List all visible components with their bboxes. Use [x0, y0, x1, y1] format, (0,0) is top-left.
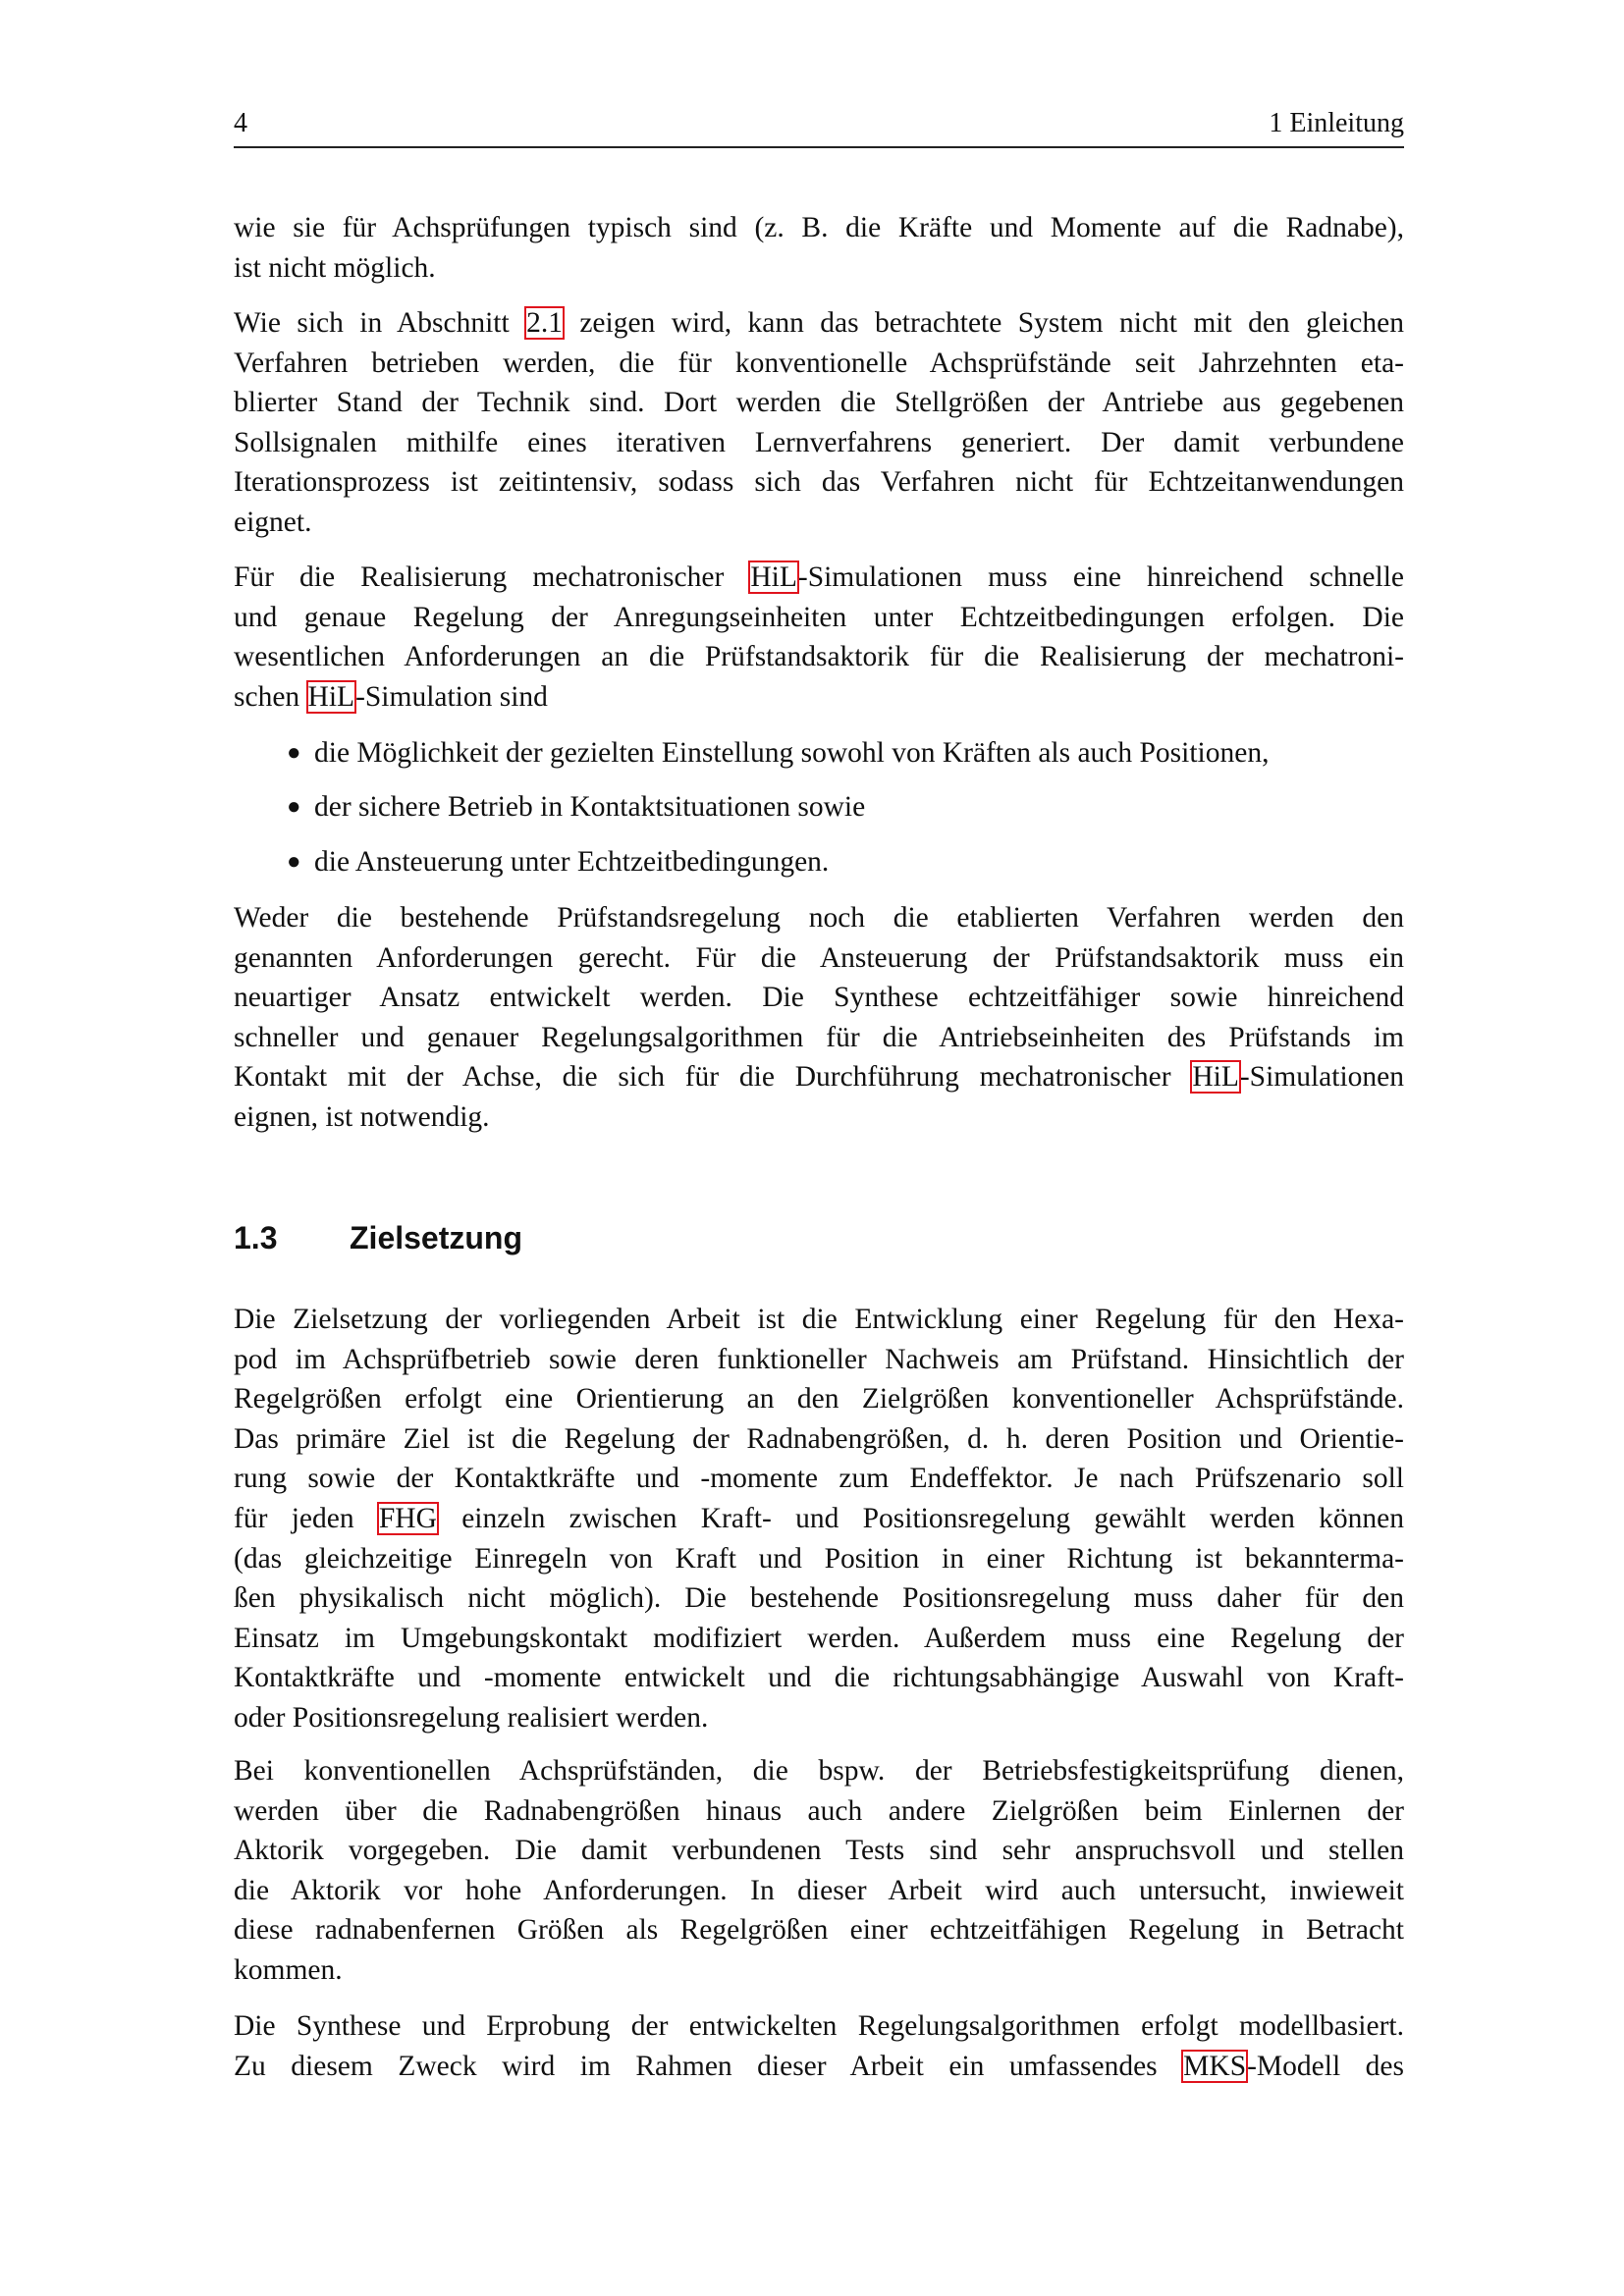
text-run: Wie sich in Abschnitt [234, 307, 526, 339]
text-line [234, 1057, 1404, 1097]
text-run: Für die Realisierung mechatronischer [234, 561, 750, 593]
running-header [234, 108, 1404, 145]
text-run: schen [234, 680, 307, 713]
running-title: 1 Einleitung [1269, 108, 1404, 138]
paragraph [234, 303, 1404, 543]
text-run: Sollsignalen mithilfe eines iterativen Lernverfahrens generiert. Der damit verbundene [234, 426, 1404, 458]
page-number: 4 [234, 108, 247, 138]
text-run: für jeden [234, 1502, 378, 1534]
text-run: Kontaktkräfte und -momente entwickelt und die richtungsabhängige Auswahl von Kraft- [234, 1662, 1404, 1694]
text-line [234, 462, 1404, 503]
text-run: blierter Stand der Technik sind. Dort werden die Stellgrößen der Antriebe aus gegebenen [234, 387, 1404, 419]
text-run: wesentlichen Anforderungen an die Prüfstandsaktorik für die Realisierung der mechatroni- [234, 641, 1404, 673]
text-run: -Simulation sind [355, 680, 548, 713]
text-run: Weder die bestehende Prüfstandsregelung noch die etablierten Verfahren werden den [234, 902, 1404, 934]
text-line [234, 344, 1404, 384]
bullet-icon: ● [287, 794, 301, 820]
text-run: eignet. [234, 506, 312, 538]
text-run: Zu diesem Zweck wird im Rahmen dieser Arbeit ein umfassendes [234, 2050, 1183, 2082]
text-line [234, 1950, 1404, 1991]
paragraph [234, 1751, 1404, 1991]
paragraph [234, 1300, 1404, 1738]
bullet-item: ● der sichere Betrieb in Kontaktsituationen sowie [234, 787, 1404, 828]
text-line [234, 1910, 1404, 1950]
text-line [234, 248, 1404, 289]
text-run: -Simulationen [1239, 1061, 1404, 1094]
cross-reference-link[interactable]: MKS [1183, 2050, 1247, 2082]
text-line [234, 1459, 1404, 1499]
text-run: zeigen wird, kann das betrachtete System nicht mit den gleichen [563, 307, 1404, 339]
text-line [234, 1097, 1404, 1138]
text-line [234, 1791, 1404, 1832]
text-line [234, 1698, 1404, 1738]
cross-reference-link[interactable]: 2.1 [526, 307, 563, 339]
text-line [234, 1539, 1404, 1579]
text-line [234, 1300, 1404, 1340]
text-run: Aktorik vorgegeben. Die damit verbundenen Tests sind sehr anspruchsvoll und stellen [234, 1835, 1404, 1867]
bullet-icon: ● [287, 849, 301, 875]
text-run: -Simulationen muss eine hinreichend schnelle [797, 561, 1404, 593]
bullet-item: ● die Möglichkeit der gezielten Einstellung sowohl von Kräften als auch Positionen, [234, 733, 1404, 774]
text-run: genannten Anforderungen gerecht. Für die Ansteuerung der Prüfstandsaktorik muss ein [234, 941, 1404, 974]
text-line [234, 1658, 1404, 1698]
cross-reference-link[interactable]: HiL [750, 561, 797, 593]
text-run: kommen. [234, 1953, 343, 1986]
text-line [234, 2006, 1404, 2047]
text-run: Die Synthese und Erprobung der entwickelten Regelungsalgorithmen erfolgt modellbasiert. [234, 2010, 1404, 2042]
text-line [234, 978, 1404, 1018]
text-run: rung sowie der Kontaktkräfte und -momente zum Endeffektor. Je nach Prüfszenario soll [234, 1463, 1404, 1495]
text-line [234, 503, 1404, 543]
text-line [234, 1340, 1404, 1380]
text-line [234, 558, 1404, 598]
text-line [234, 1499, 1404, 1539]
text-run: ßen physikalisch nicht möglich). Die bestehende Positionsregelung muss daher für den [234, 1582, 1404, 1615]
text-run: (das gleichzeitige Einregeln von Kraft und Position in einer Richtung ist bekannterma- [234, 1542, 1404, 1575]
text-line [234, 423, 1404, 463]
text-run: Regelgrößen erfolgt eine Orientierung an den Zielgrößen konventioneller Achsprüfstände. [234, 1383, 1404, 1415]
text-run: die Aktorik vor hohe Anforderungen. In dieser Arbeit wird auch untersucht, inwieweit [234, 1874, 1404, 1906]
paragraph [234, 898, 1404, 1138]
text-line [234, 1751, 1404, 1791]
text-run: Bei konventionellen Achsprüfständen, die bspw. der Betriebsfestigkeitsprüfung dienen, [234, 1755, 1404, 1787]
text-line [234, 1619, 1404, 1659]
text-line [234, 637, 1404, 677]
cross-reference-link[interactable]: FHG [378, 1502, 437, 1534]
text-line [234, 383, 1404, 423]
cross-reference-link[interactable]: HiL [307, 680, 355, 713]
text-run: schneller und genauer Regelungsalgorithmen für die Antriebseinheiten des Prüfstands im [234, 1021, 1404, 1053]
text-line [234, 2047, 1404, 2087]
text-run: Kontakt mit der Achse, die sich für die Durchführung mechatronischer [234, 1061, 1192, 1094]
text-line [234, 1831, 1404, 1871]
text-run: Einsatz im Umgebungskontakt modifiziert werden. Außerdem muss eine Regelung der [234, 1622, 1404, 1654]
text-line [234, 677, 1404, 718]
text-run: -Modell des [1247, 2050, 1404, 2082]
text-run: einzeln zwischen Kraft- und Positionsregelung gewählt werden können [437, 1502, 1404, 1534]
section-number: 1.3 [234, 1220, 278, 1255]
text-run: wie sie für Achsprüfungen typisch sind (z. B. die Kräfte und Momente auf die Radnabe), [234, 212, 1404, 243]
paragraph [234, 2006, 1404, 2086]
text-line [234, 898, 1404, 938]
paragraph [234, 558, 1404, 717]
text-line [234, 208, 1404, 248]
text-run: neuartiger Ansatz entwickelt werden. Die Synthese echtzeitfähiger sowie hinreichend [234, 982, 1404, 1014]
text-line [234, 938, 1404, 979]
text-run: ist nicht möglich. [234, 251, 436, 284]
text-line [234, 1018, 1404, 1058]
bullet-item: ● die Ansteuerung unter Echtzeitbedingungen. [234, 842, 1404, 882]
text-line [234, 303, 1404, 344]
cross-reference-link[interactable]: HiL [1192, 1061, 1239, 1094]
header-rule [234, 146, 1404, 148]
bullet-icon: ● [287, 740, 301, 766]
text-run: Das primäre Ziel ist die Regelung der Radnabengrößen, d. h. deren Position und Orientie- [234, 1422, 1404, 1455]
text-run: eignen, ist notwendig. [234, 1100, 490, 1133]
text-run: und genaue Regelung der Anregungseinheiten unter Echtzeitbedingungen erfolgen. Die [234, 601, 1404, 633]
text-run: Verfahren betrieben werden, die für konventionelle Achsprüfstände seit Jahrzehnten eta- [234, 347, 1404, 379]
text-run: Die Zielsetzung der vorliegenden Arbeit ist die Entwicklung einer Regelung für den Hexa- [234, 1304, 1404, 1335]
text-run: oder Positionsregelung realisiert werden. [234, 1701, 709, 1734]
text-line [234, 1379, 1404, 1419]
paragraph [234, 208, 1404, 288]
text-line [234, 1419, 1404, 1460]
text-run: werden über die Radnabengrößen hinaus auch andere Zielgrößen beim Einlernen der [234, 1794, 1404, 1827]
text-run: Iterationsprozess ist zeitintensiv, sodass sich das Verfahren nicht für Echtzeitanwendungen [234, 466, 1404, 499]
text-line [234, 1578, 1404, 1619]
text-run: diese radnabenfernen Größen als Regelgrößen einer echtzeitfähigen Regelung in Betracht [234, 1914, 1404, 1947]
section-title: Zielsetzung [350, 1220, 523, 1255]
text-run: pod im Achsprüfbetrieb sowie deren funktioneller Nachweis am Prüfstand. Hinsichtlich der [234, 1343, 1404, 1375]
text-line [234, 1871, 1404, 1911]
text-line [234, 598, 1404, 638]
